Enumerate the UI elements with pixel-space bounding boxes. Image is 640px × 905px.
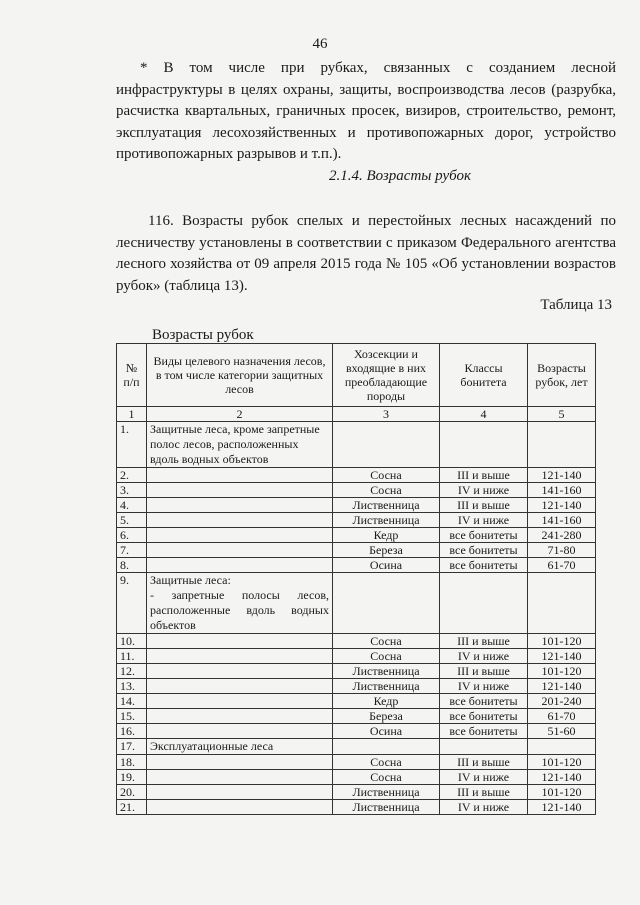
column-number: 1 <box>117 407 147 422</box>
header-cell: № п/п <box>117 344 147 407</box>
bonitet-cell: IV и ниже <box>440 513 528 528</box>
category-cell <box>147 800 333 815</box>
bonitet-cell: III и выше <box>440 498 528 513</box>
age-cell: 101-120 <box>528 634 596 649</box>
row-number-cell: 14. <box>117 694 147 709</box>
age-cell: 101-120 <box>528 755 596 770</box>
category-cell <box>147 770 333 785</box>
age-cell <box>528 422 596 468</box>
species-cell: Сосна <box>333 468 440 483</box>
species-cell: Лиственница <box>333 679 440 694</box>
bonitet-cell: III и выше <box>440 634 528 649</box>
bonitet-cell: все бонитеты <box>440 724 528 739</box>
category-cell <box>147 649 333 664</box>
section-heading <box>0 168 640 185</box>
age-cell: 121-140 <box>528 498 596 513</box>
row-number-cell: 5. <box>117 513 147 528</box>
bonitet-cell: III и выше <box>440 785 528 800</box>
category-cell <box>147 679 333 694</box>
row-number-cell: 21. <box>117 800 147 815</box>
category-cell: Защитные леса, кроме запретные полос лесов, расположенных вдоль водных объектов <box>147 422 333 468</box>
header-cell: Классы бонитета <box>440 344 528 407</box>
bonitet-cell: IV и ниже <box>440 770 528 785</box>
age-cell: 201-240 <box>528 694 596 709</box>
category-cell <box>147 694 333 709</box>
table-caption: Таблица 13 <box>540 297 612 313</box>
table-row <box>117 785 596 800</box>
age-cell: 101-120 <box>528 785 596 800</box>
row-number-cell: 18. <box>117 755 147 770</box>
table-row <box>117 558 596 573</box>
column-number: 3 <box>333 407 440 422</box>
species-cell: Сосна <box>333 634 440 649</box>
table-row <box>117 468 596 483</box>
species-cell: Береза <box>333 709 440 724</box>
section-heading-text: 2.1.4. Возрасты рубок <box>328 168 472 184</box>
category-cell: Эксплуатационные леса <box>147 739 333 755</box>
species-cell: Лиственница <box>333 513 440 528</box>
species-cell: Лиственница <box>333 498 440 513</box>
bonitet-cell: III и выше <box>440 468 528 483</box>
age-cell: 121-140 <box>528 800 596 815</box>
bonitet-cell <box>440 573 528 634</box>
table-row <box>117 528 596 543</box>
species-cell <box>333 422 440 468</box>
row-number-cell: 2. <box>117 468 147 483</box>
table-row <box>117 709 596 724</box>
species-cell: Кедр <box>333 694 440 709</box>
row-number-cell: 7. <box>117 543 147 558</box>
age-cell: 141-160 <box>528 483 596 498</box>
species-cell: Лиственница <box>333 785 440 800</box>
age-cell: 121-140 <box>528 770 596 785</box>
header-cell: Виды целевого назначения лесов, в том числе категории защитных лесов <box>147 344 333 407</box>
category-cell <box>147 755 333 770</box>
row-number-cell: 1. <box>117 422 147 468</box>
row-number-cell: 17. <box>117 739 147 755</box>
table-title: Возрасты рубок <box>152 327 254 343</box>
table-row <box>117 724 596 739</box>
bonitet-cell: IV и ниже <box>440 649 528 664</box>
bonitet-cell: все бонитеты <box>440 558 528 573</box>
table-row <box>117 739 596 755</box>
cutting-ages-table <box>116 343 596 815</box>
bonitet-cell: IV и ниже <box>440 800 528 815</box>
table-row <box>117 513 596 528</box>
column-number-row <box>117 407 596 422</box>
species-cell: Лиственница <box>333 800 440 815</box>
bonitet-cell: IV и ниже <box>440 679 528 694</box>
row-number-cell: 12. <box>117 664 147 679</box>
bonitet-cell: все бонитеты <box>440 709 528 724</box>
species-cell: Осина <box>333 558 440 573</box>
table-row <box>117 649 596 664</box>
category-cell <box>147 528 333 543</box>
age-cell: 241-280 <box>528 528 596 543</box>
age-cell: 71-80 <box>528 543 596 558</box>
age-cell: 101-120 <box>528 664 596 679</box>
category-cell <box>147 724 333 739</box>
row-number-cell: 8. <box>117 558 147 573</box>
table-row <box>117 498 596 513</box>
category-cell <box>147 709 333 724</box>
table-row <box>117 422 596 468</box>
bonitet-cell: все бонитеты <box>440 528 528 543</box>
column-number: 2 <box>147 407 333 422</box>
table-header-row <box>117 344 596 407</box>
species-cell <box>333 739 440 755</box>
table-row <box>117 770 596 785</box>
column-number: 5 <box>528 407 596 422</box>
age-cell: 121-140 <box>528 649 596 664</box>
bonitet-cell: IV и ниже <box>440 483 528 498</box>
header-cell: Возрасты рубок, лет <box>528 344 596 407</box>
age-cell: 61-70 <box>528 558 596 573</box>
row-number-cell: 9. <box>117 573 147 634</box>
header-cell: Хозсекции и входящие в них преобладающие породы <box>333 344 440 407</box>
table-row <box>117 694 596 709</box>
species-cell: Береза <box>333 543 440 558</box>
age-cell: 121-140 <box>528 679 596 694</box>
species-cell: Кедр <box>333 528 440 543</box>
table-row <box>117 483 596 498</box>
age-cell: 51-60 <box>528 724 596 739</box>
table-row <box>117 543 596 558</box>
table-body <box>117 422 596 815</box>
species-cell: Сосна <box>333 483 440 498</box>
table-row <box>117 634 596 649</box>
table-row <box>117 755 596 770</box>
age-cell: 61-70 <box>528 709 596 724</box>
species-cell: Сосна <box>333 770 440 785</box>
table-row <box>117 800 596 815</box>
category-cell <box>147 498 333 513</box>
row-number-cell: 11. <box>117 649 147 664</box>
row-number-cell: 16. <box>117 724 147 739</box>
age-cell: 141-160 <box>528 513 596 528</box>
category-cell <box>147 543 333 558</box>
table-row <box>117 679 596 694</box>
table-row <box>117 573 596 634</box>
row-number-cell: 13. <box>117 679 147 694</box>
age-cell <box>528 739 596 755</box>
row-number-cell: 6. <box>117 528 147 543</box>
bonitet-cell: III и выше <box>440 664 528 679</box>
species-cell: Лиственница <box>333 664 440 679</box>
footnote-paragraph: * В том числе при рубках, связанных с созданием лесной инфраструктуры в целях охраны, защиты, воспроизводства лесов (разрубка, расчистка квартальных, граничных просек, визиров, строительство, ремонт, эксплуатация лесохозяйственных и противопожарных дорог, устройство противопожарных разрывов и т.п.). <box>116 60 616 162</box>
bonitet-cell: все бонитеты <box>440 543 528 558</box>
species-cell <box>333 573 440 634</box>
age-cell: 121-140 <box>528 468 596 483</box>
bonitet-cell <box>440 739 528 755</box>
row-number-cell: 19. <box>117 770 147 785</box>
row-number-cell: 4. <box>117 498 147 513</box>
page-number: 46 <box>312 36 328 52</box>
category-cell <box>147 785 333 800</box>
row-number-cell: 15. <box>117 709 147 724</box>
age-cell <box>528 573 596 634</box>
species-cell: Сосна <box>333 649 440 664</box>
category-cell <box>147 468 333 483</box>
row-number-cell: 20. <box>117 785 147 800</box>
category-cell <box>147 483 333 498</box>
row-number-cell: 3. <box>117 483 147 498</box>
column-number: 4 <box>440 407 528 422</box>
category-cell <box>147 664 333 679</box>
row-number-cell: 10. <box>117 634 147 649</box>
bonitet-cell <box>440 422 528 468</box>
bonitet-cell: III и выше <box>440 755 528 770</box>
bonitet-cell: все бонитеты <box>440 694 528 709</box>
category-cell <box>147 634 333 649</box>
category-cell: Защитные леса: - запретные полосы лесов, расположенные вдоль водных объектов <box>147 573 333 634</box>
body-paragraph: 116. Возрасты рубок спелых и перестойных лесных насаждений по лесничеству установлены в соответствии с приказом Федерального агентства лесного хозяйства от 09 апреля 2015 года № 105 «Об установлении возрастов рубок» (таблица 13). <box>116 213 616 294</box>
species-cell: Сосна <box>333 755 440 770</box>
species-cell: Осина <box>333 724 440 739</box>
category-cell <box>147 558 333 573</box>
category-cell <box>147 513 333 528</box>
table-row <box>117 664 596 679</box>
